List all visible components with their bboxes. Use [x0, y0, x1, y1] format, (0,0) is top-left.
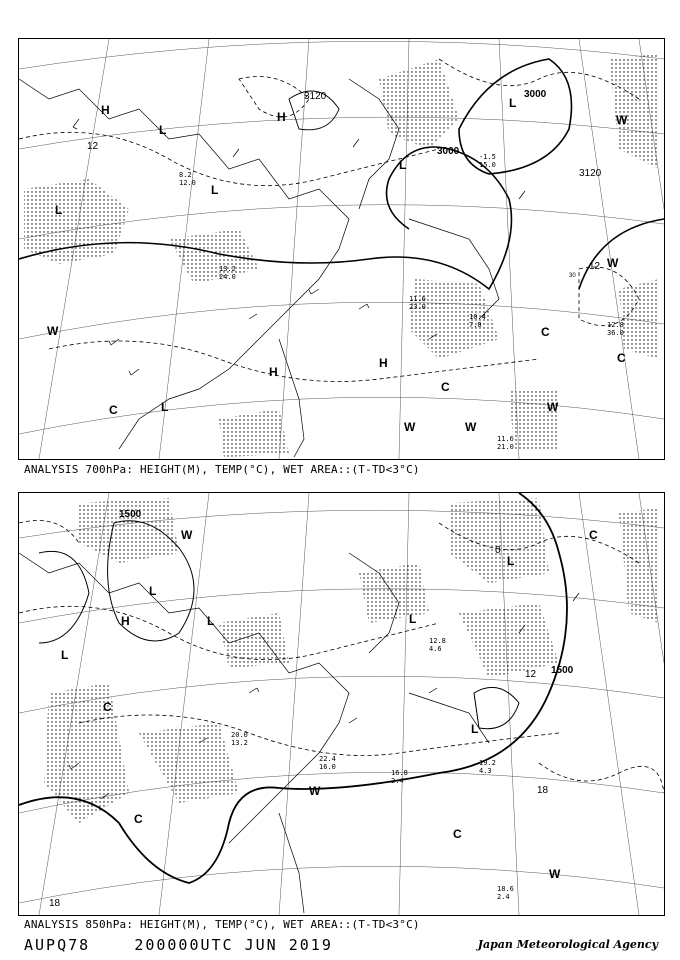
- low-center: L: [409, 612, 417, 626]
- cold-center: C: [453, 827, 462, 841]
- svg-text:2.4: 2.4: [497, 893, 510, 901]
- wet-area-shading: [24, 54, 659, 457]
- low-center: L: [211, 183, 219, 197]
- svg-text:20.0: 20.0: [231, 731, 248, 739]
- warm-center: W: [181, 528, 193, 542]
- svg-text:11.6: 11.6: [497, 435, 514, 443]
- height-contours: [19, 59, 664, 289]
- graticule: [19, 39, 664, 459]
- low-center: L: [149, 584, 157, 598]
- svg-text:12: 12: [87, 141, 99, 152]
- warm-center: W: [616, 113, 628, 127]
- warm-center: W: [404, 420, 416, 434]
- svg-text:12: 12: [589, 261, 601, 272]
- map-700hpa: [18, 38, 665, 460]
- svg-text:8.2: 8.2: [179, 171, 192, 179]
- high-center: H: [101, 103, 110, 117]
- low-center: L: [207, 614, 215, 628]
- svg-text:12.0: 12.0: [179, 179, 196, 187]
- warm-center: W: [309, 784, 321, 798]
- svg-text:18: 18: [537, 785, 549, 796]
- svg-text:24.0: 24.0: [219, 273, 236, 281]
- warm-center: W: [549, 867, 561, 881]
- low-center: L: [399, 158, 407, 172]
- cold-center: C: [109, 403, 118, 417]
- svg-text:30: 30: [569, 273, 576, 279]
- low-center: L: [471, 722, 479, 736]
- svg-text:19.2: 19.2: [479, 759, 496, 767]
- svg-text:4.6: 4.6: [429, 645, 442, 653]
- high-center: H: [277, 110, 286, 124]
- svg-text:4.3: 4.3: [479, 767, 492, 775]
- warm-center: W: [547, 400, 559, 414]
- svg-text:-1.5: -1.5: [479, 153, 496, 161]
- map-850hpa-svg: [19, 493, 664, 915]
- svg-text:23.0: 23.0: [409, 303, 426, 311]
- cold-center: C: [103, 700, 112, 714]
- svg-text:11.6: 11.6: [409, 295, 426, 303]
- chart-code: AUPQ78: [24, 936, 91, 954]
- cold-center: C: [541, 325, 550, 339]
- svg-text:3120: 3120: [304, 91, 327, 102]
- warm-center: W: [607, 256, 619, 270]
- map-700hpa-svg: [19, 39, 664, 459]
- svg-text:15.0: 15.0: [479, 161, 496, 169]
- svg-text:1500: 1500: [119, 509, 142, 520]
- svg-text:7.0: 7.0: [469, 321, 482, 329]
- svg-text:12.8: 12.8: [607, 321, 624, 329]
- pressure-systems: [61, 528, 598, 881]
- chart-datetime: 200000UTC JUN 2019: [134, 936, 333, 954]
- low-center: L: [507, 554, 515, 568]
- svg-text:22.4: 22.4: [319, 755, 336, 763]
- wet-area-shading: [44, 498, 659, 823]
- low-center: L: [509, 96, 517, 110]
- svg-text:3000: 3000: [524, 89, 547, 100]
- svg-text:16.8: 16.8: [391, 769, 408, 777]
- high-center: H: [379, 356, 388, 370]
- cold-center: C: [617, 351, 626, 365]
- svg-text:12: 12: [525, 669, 537, 680]
- cold-center: C: [441, 380, 450, 394]
- warm-center: W: [465, 420, 477, 434]
- station-plots: [231, 637, 514, 901]
- svg-text:10.4: 10.4: [469, 313, 486, 321]
- svg-text:1500: 1500: [551, 665, 574, 676]
- svg-text:3000: 3000: [437, 146, 460, 157]
- cold-center: C: [589, 528, 598, 542]
- warm-center: W: [47, 324, 59, 338]
- svg-text:16.0: 16.0: [319, 763, 336, 771]
- agency-name: Japan Meteorological Agency: [477, 938, 658, 951]
- svg-text:21.0: 21.0: [497, 443, 514, 451]
- cold-center: C: [134, 812, 143, 826]
- chart-id: [24, 936, 333, 954]
- svg-text:13.2: 13.2: [219, 265, 236, 273]
- svg-text:18.6: 18.6: [497, 885, 514, 893]
- svg-text:18: 18: [49, 898, 61, 909]
- high-center: H: [121, 614, 130, 628]
- low-center: L: [61, 648, 69, 662]
- low-center: L: [161, 400, 169, 414]
- caption-850hpa: ANALYSIS 850hPa: HEIGHT(M), TEMP(°C), WET AREA::(T-TD<3°C): [24, 918, 420, 931]
- svg-text:3120: 3120: [579, 168, 602, 179]
- svg-text:36.0: 36.0: [607, 329, 624, 337]
- map-850hpa: [18, 492, 665, 916]
- svg-text:13.2: 13.2: [231, 739, 248, 747]
- svg-text:0: 0: [495, 545, 501, 556]
- low-center: L: [159, 123, 167, 137]
- pressure-systems: [47, 96, 628, 434]
- caption-700hpa: ANALYSIS 700hPa: HEIGHT(M), TEMP(°C), WET AREA::(T-TD<3°C): [24, 463, 420, 476]
- low-center: L: [55, 203, 63, 217]
- svg-text:2.4: 2.4: [391, 777, 404, 785]
- high-center: H: [269, 365, 278, 379]
- svg-text:12.8: 12.8: [429, 637, 446, 645]
